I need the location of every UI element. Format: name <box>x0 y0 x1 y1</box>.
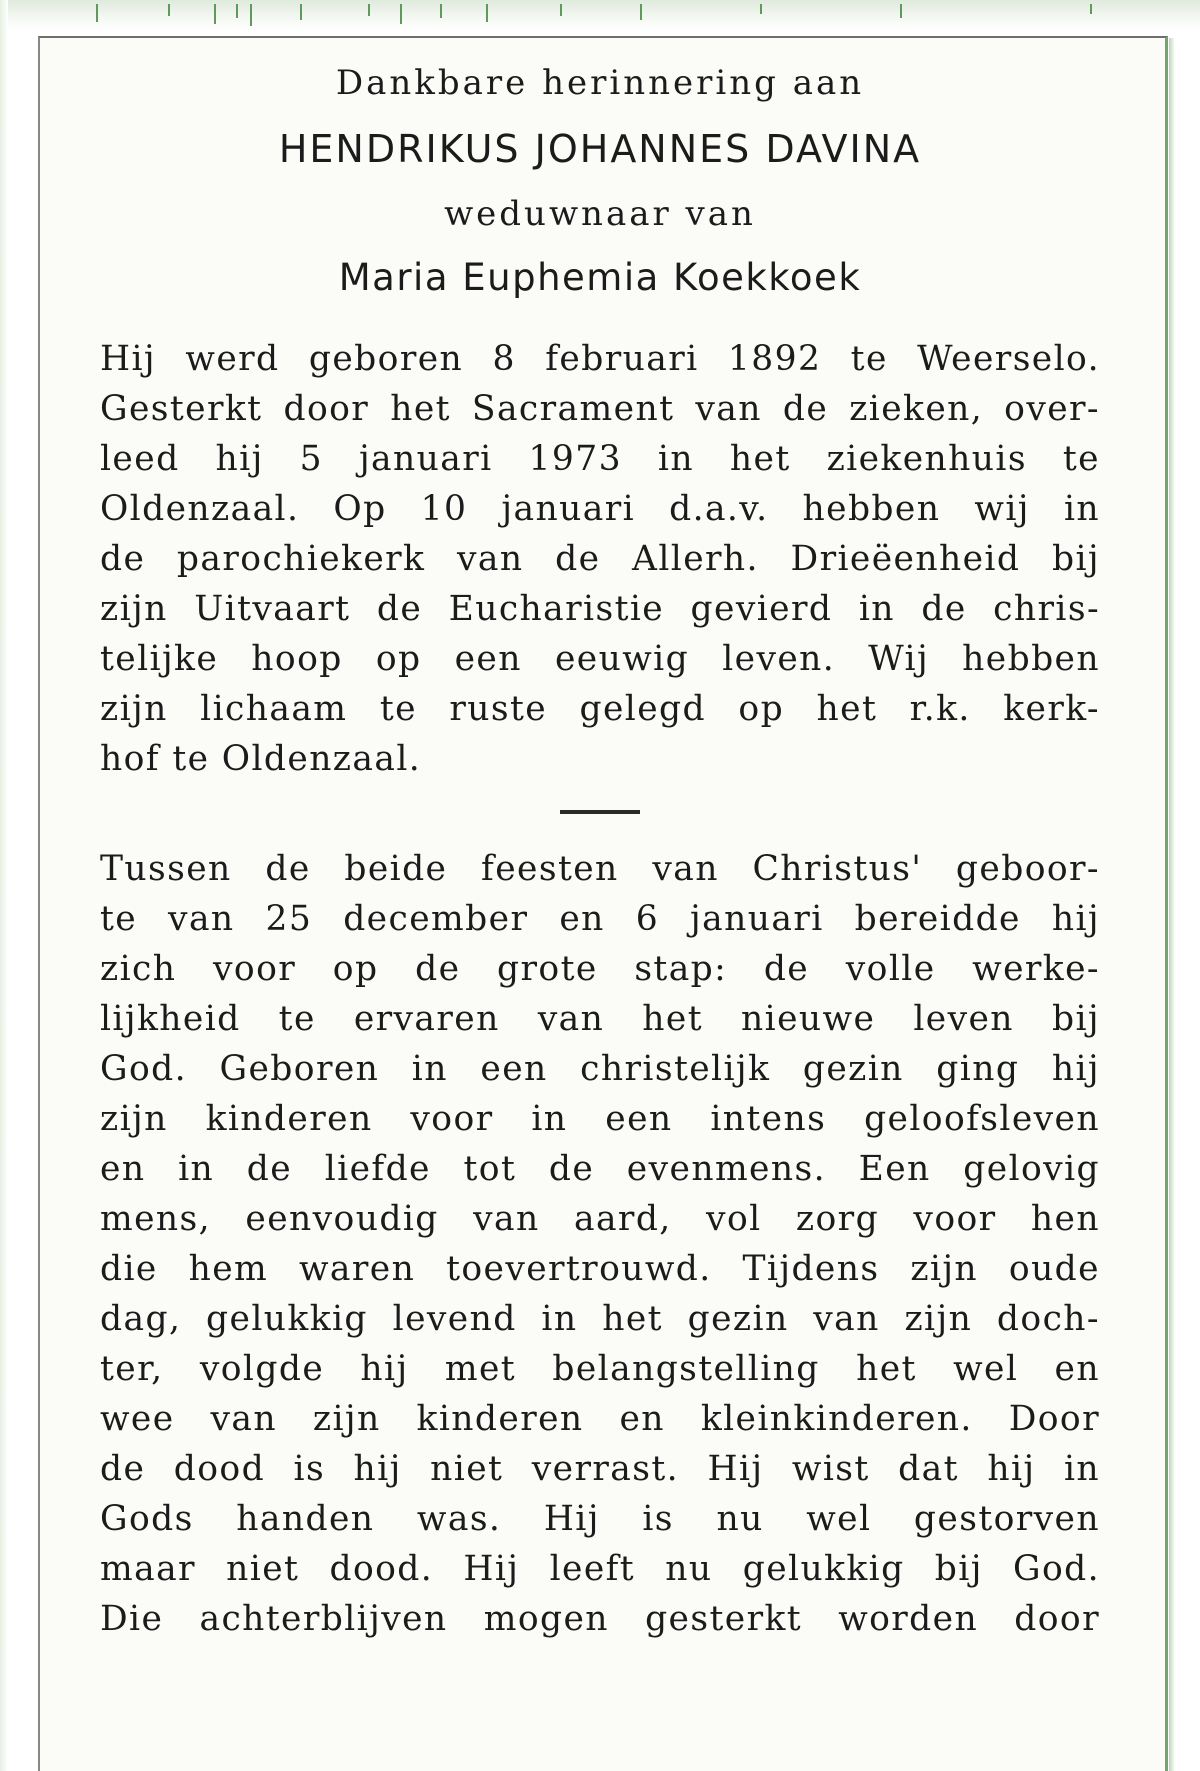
text-line: mens, eenvoudig van aard, vol zorg voor hen <box>100 1199 1100 1239</box>
text-line: hof te Oldenzaal. <box>100 739 422 779</box>
text-line: God. Geboren in een christelijk gezin ging hij <box>100 1049 1100 1089</box>
biography-paragraph <box>100 334 1100 784</box>
memorial-card <box>38 36 1168 1771</box>
text-line: Tussen de beide feesten van Christus' geboor- <box>100 849 1100 889</box>
text-line: wee van zijn kinderen en kleinkinderen. Door <box>100 1399 1100 1439</box>
text-line: de dood is hij niet verrast. Hij wist dat hij in <box>100 1449 1100 1489</box>
text-line: de parochiekerk van de Allerh. Drieëenheid bij <box>100 539 1100 579</box>
text-line: die hem waren toevertrouwd. Tijdens zijn oude <box>100 1249 1100 1289</box>
text-line: Oldenzaal. Op 10 januari d.a.v. hebben wij in <box>100 489 1100 529</box>
card-text <box>100 56 1100 1644</box>
text-line: telijke hoop op een eeuwig leven. Wij hebben <box>100 639 1100 679</box>
text-line: zijn Uitvaart de Eucharistie gevierd in de chris- <box>100 589 1100 629</box>
text-line: lijkheid te ervaren van het nieuwe leven bij <box>100 999 1100 1039</box>
text-line: te van 25 december en 6 januari bereidde hij <box>100 899 1100 939</box>
scan-top-edge <box>0 0 1200 30</box>
text-line: Gesterkt door het Sacrament van de zieken, over- <box>100 389 1100 429</box>
text-line: zijn kinderen voor in een intens geloofsleven <box>100 1099 1100 1139</box>
text-line: leed hij 5 januari 1973 in het ziekenhuis te <box>100 439 1100 479</box>
text-line: Die achterblijven mogen gesterkt worden door <box>100 1599 1100 1639</box>
text-line: maar niet dood. Hij leeft nu gelukkig bij God. <box>100 1549 1100 1589</box>
text-line: zijn lichaam te ruste gelegd op het r.k. kerk- <box>100 689 1100 729</box>
deceased-name: HENDRIKUS JOHANNES DAVINA <box>278 127 922 171</box>
text-line: Gods handen was. Hij is nu wel gestorven <box>100 1499 1100 1539</box>
text-line: en in de liefde tot de evenmens. Een gelovig <box>100 1149 1100 1189</box>
scan-left-edge <box>0 0 8 1771</box>
text-line: ter, volgde hij met belangstelling het wel en <box>100 1349 1100 1389</box>
spouse-name: Maria Euphemia Koekkoek <box>338 256 862 299</box>
reflection-paragraph <box>100 844 1100 1644</box>
relation-line: weduwnaar van <box>444 194 756 234</box>
section-divider <box>560 810 640 814</box>
text-line: zich voor op de grote stap: de volle werke- <box>100 949 1100 989</box>
text-line: Hij werd geboren 8 februari 1892 te Weerselo. <box>100 339 1100 379</box>
intro-line: Dankbare herinnering aan <box>335 63 865 103</box>
text-line: dag, gelukkig levend in het gezin van zijn doch- <box>100 1299 1100 1339</box>
